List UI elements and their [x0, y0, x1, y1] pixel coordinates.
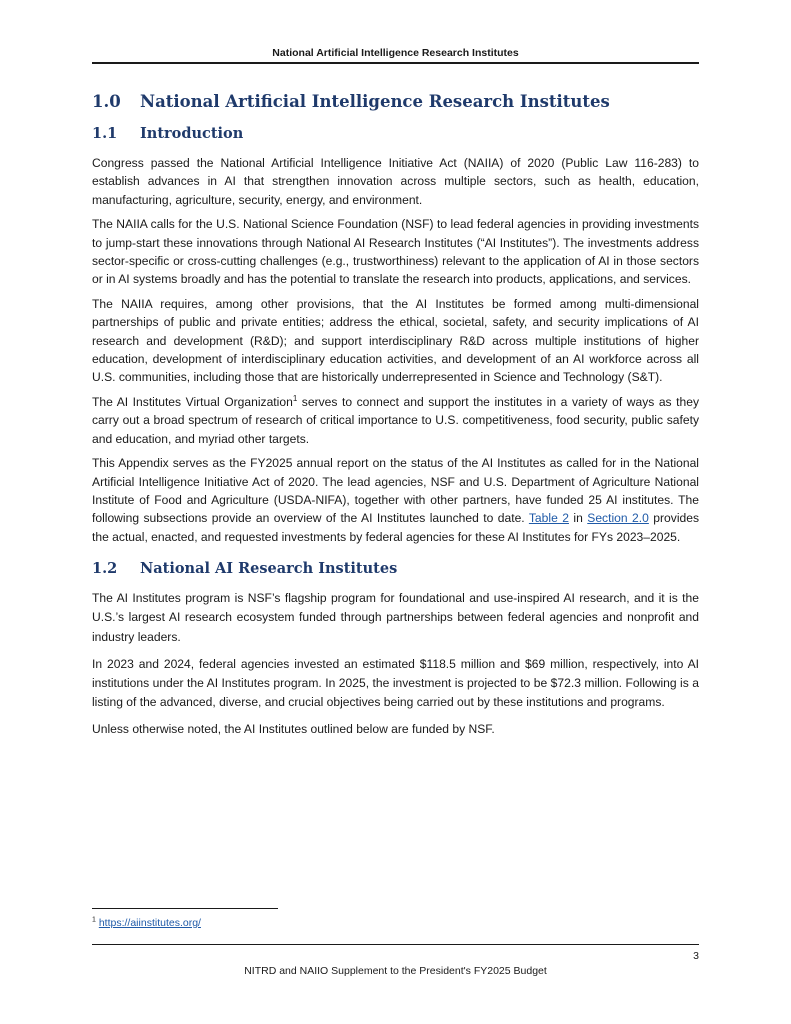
paragraph-text: The AI Institutes Virtual Organization — [92, 394, 293, 409]
footnote-divider — [92, 908, 278, 909]
section-2-0-link[interactable]: Section 2.0 — [587, 511, 649, 526]
section-number: 1.1 — [92, 125, 118, 142]
paragraph-text: in — [568, 511, 588, 526]
footnote-link[interactable]: https://aiinstitutes.org/ — [98, 917, 201, 929]
section-heading-1-0 — [92, 92, 699, 111]
section-title: National AI Research Institutes — [140, 560, 398, 578]
page-number: 3 — [693, 950, 699, 962]
footnote — [92, 917, 201, 929]
intro-paragraph-4 — [92, 393, 699, 448]
header-divider — [92, 62, 699, 64]
table-2-link[interactable]: Table 2 — [528, 511, 569, 526]
page-content — [92, 92, 699, 748]
section-number: 1.2 — [92, 560, 118, 578]
institutes-paragraph-2: In 2023 and 2024, federal agencies invested an estimated $118.5 million and $69 million, respectively, into AI institutions under the AI Institutes program. In 2025, the investment is projected to be $72.3 million. Following is a listing of the advanced, diverse, and crucial objectives being carried out by these institutions and programs. — [92, 656, 699, 710]
footnote-number: 1 — [92, 916, 96, 924]
institutes-paragraph-3: Unless otherwise noted, the AI Institutes outlined below are funded by NSF. — [92, 722, 495, 737]
section-heading-1-1 — [92, 125, 699, 142]
institutes-paragraph-1: The AI Institutes program is NSF’s flagship program for foundational and use-inspired AI research, and it is the U.S.’s largest AI research ecosystem funded through partnerships between federal agencies and nonprofit and industry leaders. — [92, 591, 699, 644]
section-title: Introduction — [140, 125, 244, 142]
intro-paragraph-3: The NAIIA requires, among other provisions, that the AI Institutes be formed among multi-dimensional partnerships of public and private entities; address the ethical, societal, safety, and security implications of AI research and development (R&D); and support interdisciplinary R&D across multiple institutions of higher education, development of interdisciplinary education activities, and development of an AI workforce across all U.S. communities, including those that are historically underrepresented in Science and Technology (S&T). — [92, 296, 699, 385]
section-heading-1-2 — [92, 560, 699, 577]
intro-paragraph-2: The NAIIA calls for the U.S. National Science Foundation (NSF) to lead federal agencies in providing investments to jump-start these innovations through National AI Research Institutes (“AI Institutes”). The investments address sector-specific or cross-cutting challenges (e.g., trustworthiness) relevant to the application of AI in those sectors or in AI systems broadly and has the potential to translate the research into products, applications, and services. — [92, 217, 699, 287]
footnote-marker[interactable]: 1 — [292, 393, 298, 403]
running-header: National Artificial Intelligence Research Institutes — [272, 47, 519, 59]
section-title: National Artificial Intelligence Research Institutes — [140, 92, 610, 111]
intro-paragraph-1: Congress passed the National Artificial Intelligence Initiative Act (NAIIA) of 2020 (Public Law 116-283) to establish advances in AI that strengthen innovation across multiple sectors, such as health, education, manufacturing, agriculture, security, energy, and environment. — [92, 156, 699, 207]
section-number: 1.0 — [92, 92, 121, 111]
intro-paragraph-5 — [92, 454, 699, 546]
paragraph-text: provides the actual, enacted, and requested investments by federal agencies for these AI Institutes for FYs 2023–2025. — [92, 511, 700, 544]
paragraph-text: serves to connect and support the institutes in a variety of ways as they carry out a broad spectrum of research of critical importance to U.S. competitiveness, food security, public safety and education, and myriad other targets. — [92, 394, 700, 446]
paragraph-text: This Appendix serves as the FY2025 annual report on the status of the AI Institutes as called for in the National Artificial Intelligence Initiative Act of 2020. The lead agencies, NSF and U.S. Department of Agriculture National Institute of Food and Agriculture (USDA-NIFA), together with other partners, have funded 25 AI institutes. The following subsections provide an overview of the AI Institutes launched to date. — [92, 456, 699, 526]
footer-divider — [92, 944, 699, 945]
running-footer: NITRD and NAIIO Supplement to the President's FY2025 Budget — [244, 965, 547, 977]
